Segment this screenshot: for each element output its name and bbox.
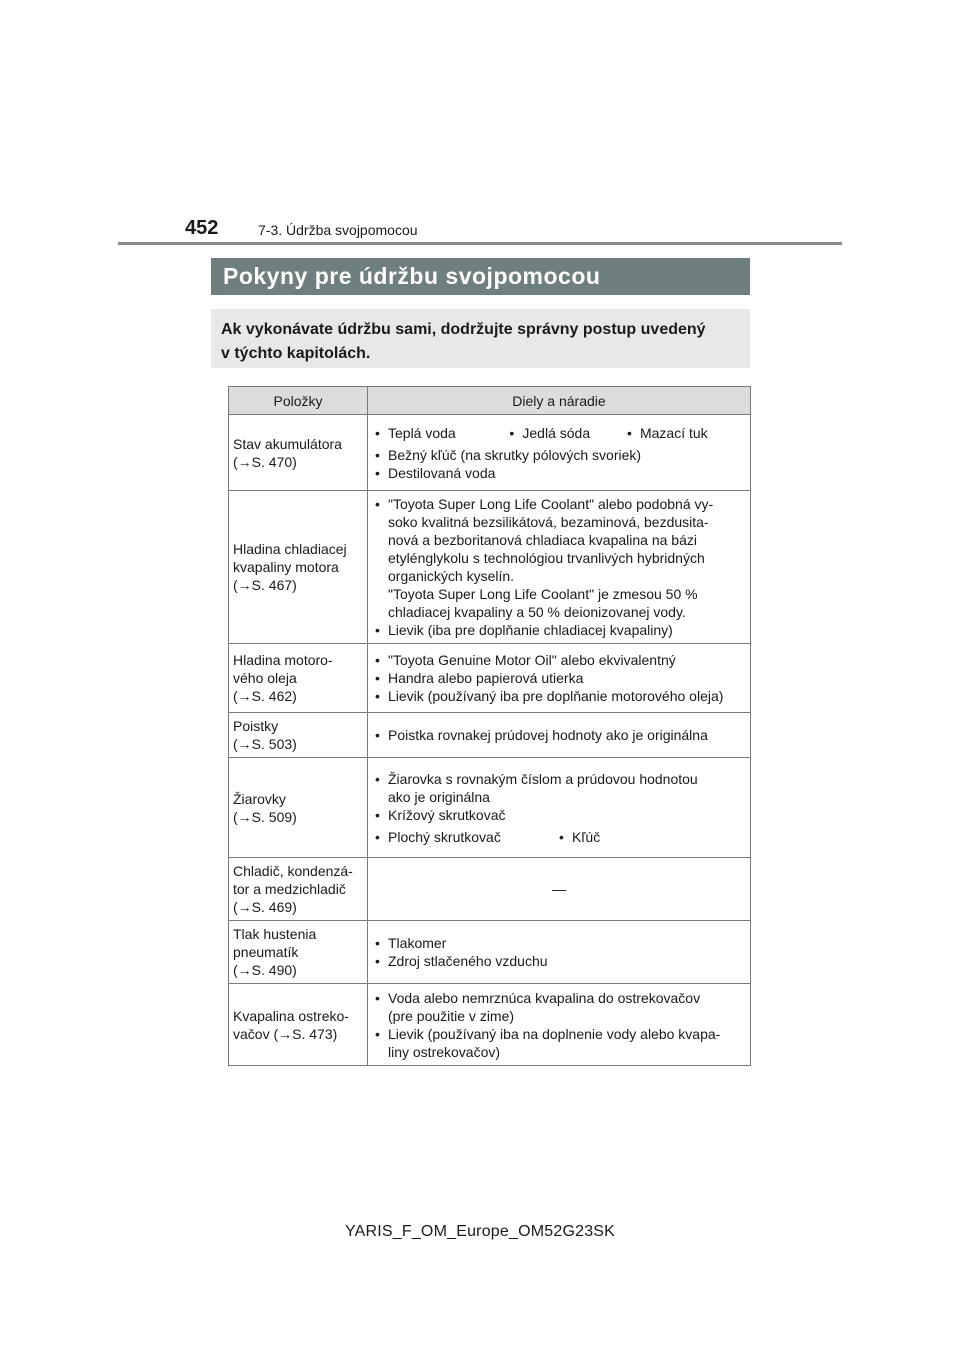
parts-group: [372, 424, 746, 442]
parts-group: [372, 726, 746, 744]
table-row: [229, 984, 751, 1066]
bullet-item: • Mazací tuk: [624, 424, 746, 442]
column-header-parts-tools: Diely a náradie: [368, 387, 751, 415]
bullet-item: • Tlakomer: [372, 934, 746, 952]
maintenance-table: [228, 386, 751, 1066]
bullet-item: • Poistka rovnakej prúdovej hodnoty ako je originálna: [372, 726, 746, 744]
parts-group: [372, 651, 746, 705]
table-row: [229, 713, 751, 758]
parts-group: [372, 770, 746, 824]
item-cell: Stav akumulátora (→S. 470): [229, 415, 368, 491]
table-body: [229, 415, 751, 1066]
bullet-item: • Lievik (iba pre doplňanie chladiacej kvapaliny): [372, 621, 746, 639]
document-footer: YARIS_F_OM_Europe_OM52G23SK: [344, 1223, 616, 1240]
parts-cell: [368, 921, 751, 984]
parts-cell: [368, 713, 751, 758]
page-number: 452: [185, 217, 219, 239]
item-cell: Kvapalina ostreko- vačov (→S. 473): [229, 984, 368, 1066]
bullet-item: • Lievik (používaný iba pre doplňanie motorového oleja): [372, 687, 746, 705]
bullet-item: • Bežný kľúč (na skrutky pólových svoriek): [372, 446, 746, 464]
table-header-row: [229, 387, 751, 415]
parts-cell: [368, 491, 751, 644]
bullet-item: • Lievik (používaný iba na doplnenie vody alebo kvapa- liny ostrekovačov): [372, 1025, 746, 1061]
bullet-item: • "Toyota Super Long Life Coolant" alebo podobná vy- soko kvalitná bezsilikátová, bezaminová, bezdusita- nová a bezboritanová chladiaca kvapalina na bázi etylénglykolu s technológiou trvanlivých hybridných organických kyselín. "Toyota Super Long Life Coolant" je zmesou 50 % chladiacej kvapaliny a 50 % deionizovanej vody.: [372, 495, 746, 621]
bullet-item: • Voda alebo nemrznúca kvapalina do ostrekovačov (pre použitie v zime): [372, 989, 746, 1025]
bullet-item: • Žiarovka s rovnakým číslom a prúdovou hodnotou ako je originálna: [372, 770, 746, 806]
section-title: 7-3. Údržba svojpomocou: [258, 222, 418, 238]
parts-cell: [368, 415, 751, 491]
table-row: [229, 491, 751, 644]
bullet-item: • Zdroj stlačeného vzduchu: [372, 952, 746, 970]
parts-group: [372, 446, 746, 482]
table-row: [229, 921, 751, 984]
parts-group: [372, 828, 746, 846]
item-cell: Poistky (→S. 503): [229, 713, 368, 758]
header-divider: [118, 242, 842, 245]
bullet-item: • Teplá voda: [372, 424, 506, 442]
parts-group: [372, 989, 746, 1061]
bullet-item: • Jedlá sóda: [506, 424, 624, 442]
item-cell: Žiarovky (→S. 509): [229, 758, 368, 858]
parts-group: [372, 495, 746, 639]
table-row: [229, 644, 751, 713]
parts-cell: [368, 984, 751, 1066]
table-row: [229, 758, 751, 858]
parts-cell: [368, 644, 751, 713]
item-cell: Tlak hustenia pneumatík (→S. 490): [229, 921, 368, 984]
parts-cell: [368, 758, 751, 858]
bullet-item: • Kľúč: [556, 828, 722, 846]
bullet-item: • "Toyota Genuine Motor Oil" alebo ekvivalentný: [372, 651, 746, 669]
item-cell: Hladina motoro- vého oleja (→S. 462): [229, 644, 368, 713]
item-cell: Chladič, kondenzá- tor a medzichladič (→S. 469): [229, 858, 368, 921]
item-cell: Hladina chladiacej kvapaliny motora (→S. 467): [229, 491, 368, 644]
not-applicable-dash: —: [552, 881, 566, 897]
bullet-item: • Krížový skrutkovač: [372, 806, 746, 824]
page-title: Pokyny pre údržbu svojpomocou: [211, 258, 750, 295]
bullet-item: • Destilovaná voda: [372, 464, 746, 482]
table-row: [229, 858, 751, 921]
bullet-item: • Handra alebo papierová utierka: [372, 669, 746, 687]
intro-text: Ak vykonávate údržbu sami, dodržujte správny postup uvedený v týchto kapitolách.: [211, 309, 750, 368]
parts-group: [372, 934, 746, 970]
bullet-item: • Plochý skrutkovač: [372, 828, 556, 846]
table-row: [229, 415, 751, 491]
column-header-items: Položky: [229, 387, 368, 415]
parts-cell: [368, 858, 751, 921]
